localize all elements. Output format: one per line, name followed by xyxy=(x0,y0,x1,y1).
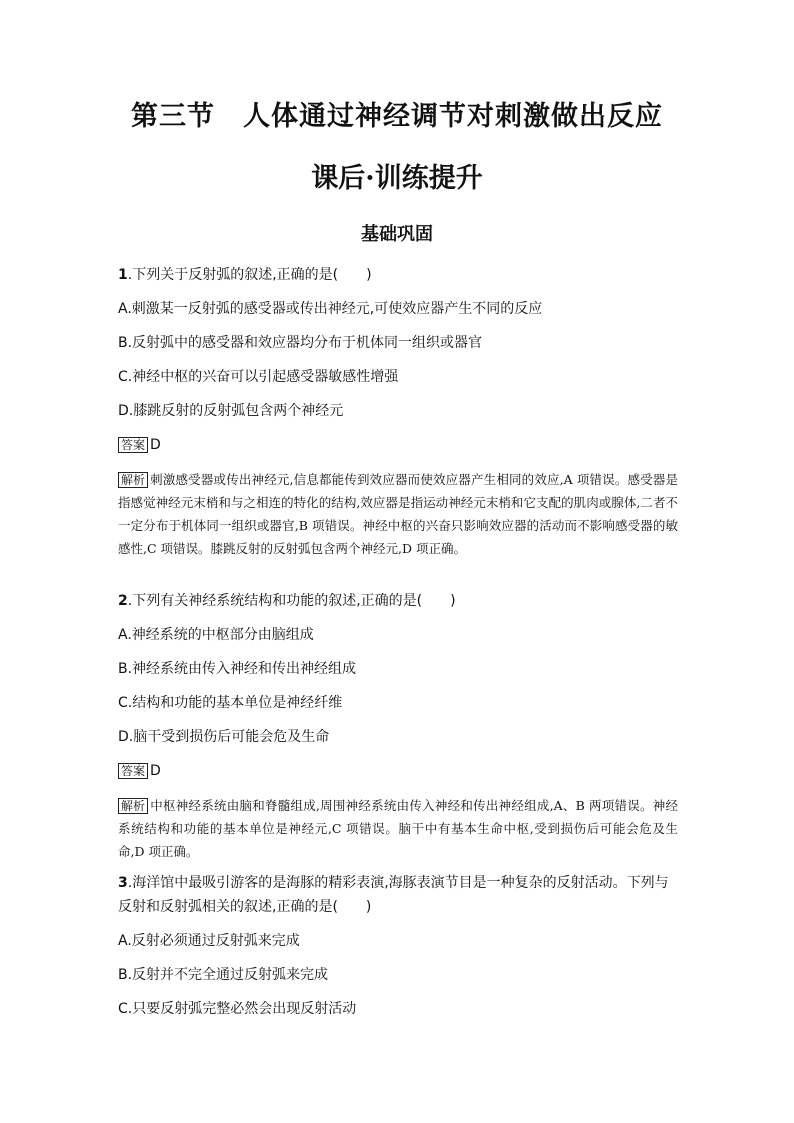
question-1-option-b: B.反射弧中的感受器和效应器均分布于机体同一组织或器官 xyxy=(118,335,483,351)
question-2-answer xyxy=(118,761,161,781)
question-3-option-b: B.反射并不完全通过反射弧来完成 xyxy=(118,967,329,983)
explanation-text: 中枢神经系统由脑和脊髓组成,周围神经系统由传入神经和传出神经组成,A、B 两项错误。神经系统结构和功能的基本单位是神经元,C 项错误。脑干中有基本生命中枢,受到损伤后可能会危及生命,D 项正确。 xyxy=(118,798,678,859)
question-2-option-d: D.脑干受到损伤后可能会危及生命 xyxy=(118,729,330,745)
answer-tag: 答案 xyxy=(118,763,148,779)
question-3-option-c: C.只要反射弧完整必然会出现反射活动 xyxy=(118,1001,357,1017)
explanation-tag: 解析 xyxy=(118,472,148,488)
question-number: 1 xyxy=(118,267,128,283)
question-2-stem xyxy=(118,591,456,611)
question-1-option-d: D.膝跳反射的反射弧包含两个神经元 xyxy=(118,403,344,419)
question-1-stem xyxy=(118,265,372,285)
answer-value: D xyxy=(150,437,161,453)
page-title: 第三节 人体通过神经调节对刺激做出反应 xyxy=(131,101,663,132)
question-text: .下列有关神经系统结构和功能的叙述,正确的是( ) xyxy=(127,593,456,609)
question-text: .海洋馆中最吸引游客的是海豚的精彩表演,海豚表演节目是一种复杂的反射活动。下列与 xyxy=(127,875,669,891)
question-3-option-a: A.反射必须通过反射弧来完成 xyxy=(118,933,300,949)
question-number: 2 xyxy=(118,593,128,609)
explanation-tag: 解析 xyxy=(118,798,148,814)
answer-tag: 答案 xyxy=(118,437,148,453)
explanation-text: 刺激感受器或传出神经元,信息都能传到效应器而使效应器产生相同的效应,A 项错误。感受器是指感觉神经元末梢和与之相连的特化的结构,效应器是指运动神经元末梢和它支配的肌肉或腺体,二者不一定分布于机体同一组织或器官,B 项错误。神经中枢的兴奋只影响效应器的活动而不影响感受器的敏感性,C 项错误。膝跳反射的反射弧包含两个神经元,D 项正确。 xyxy=(118,472,678,556)
question-2-option-a: A.神经系统的中枢部分由脑组成 xyxy=(118,627,314,643)
question-number: 3 xyxy=(118,875,128,891)
page-subtitle: 课后·训练提升 xyxy=(311,163,483,194)
question-1-option-c: C.神经中枢的兴奋可以引起感受器敏感性增强 xyxy=(118,369,399,385)
question-1-option-a: A.刺激某一反射弧的感受器或传出神经元,可使效应器产生不同的反应 xyxy=(118,301,543,317)
question-2-option-c: C.结构和功能的基本单位是神经纤维 xyxy=(118,695,343,711)
question-1-explanation xyxy=(118,468,678,560)
question-2-option-b: B.神经系统由传入神经和传出神经组成 xyxy=(118,661,357,677)
question-text: .下列关于反射弧的叙述,正确的是( ) xyxy=(127,267,372,283)
answer-value: D xyxy=(150,763,161,779)
question-2-explanation xyxy=(118,794,678,863)
question-3-stem-line2: 反射和反射弧相关的叙述,正确的是( ) xyxy=(118,899,372,915)
question-3-stem-line1 xyxy=(118,873,669,893)
question-1-answer xyxy=(118,435,161,455)
section-heading: 基础巩固 xyxy=(361,224,433,245)
